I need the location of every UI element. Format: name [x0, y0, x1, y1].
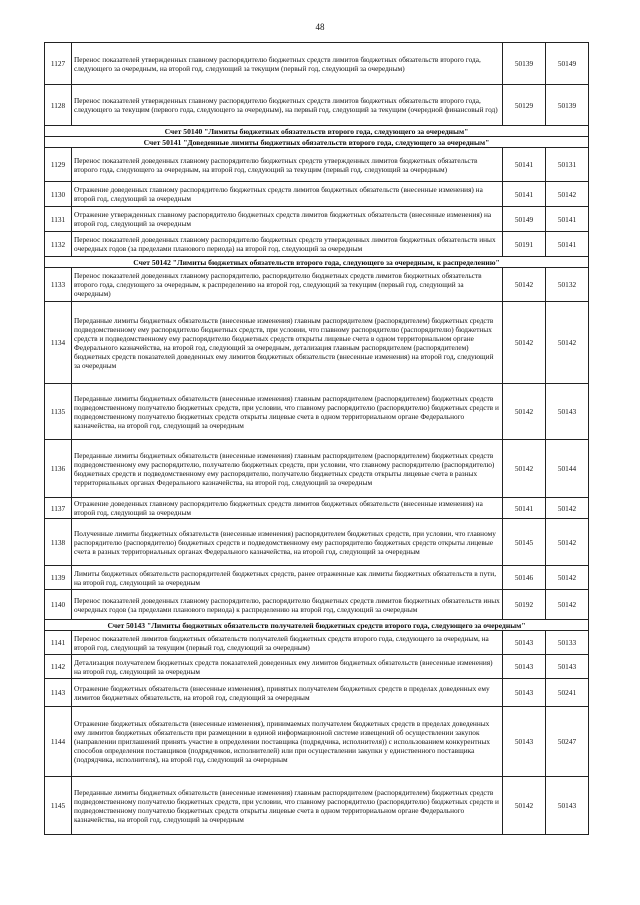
- entry-row: [45, 440, 589, 498]
- entry-description: Перенос показателей доведенных главному распорядителю, распорядителю бюджетных средств лимитов бюджетных обязательств второго года, следующего за очередным, к распределению на второй год, следующий за текущим (первый год, следующий за очередным): [72, 268, 503, 302]
- credit-account: 50133: [546, 631, 589, 655]
- debit-account: 50192: [503, 590, 546, 620]
- credit-account: 50142: [546, 182, 589, 207]
- entry-row: [45, 679, 589, 707]
- entry-description: Перенос показателей утвержденных главному распорядителю бюджетных средств лимитов бюджетных обязательств второго года, следующего за текущим (первого года, следующего за очередным), на первый год, следующий за текущим (очередной финансовый год): [72, 85, 503, 126]
- entry-description: Отражение утвержденных главному распорядителю бюджетных средств лимитов бюджетных обязательств (внесенные изменения) на второй год, следующий за очередным: [72, 207, 503, 232]
- entry-description: Перенос показателей доведенных главному распорядителю, распорядителю бюджетных средств лимитов бюджетных обязательств иных очередных годов (за пределами планового периода) к распределению на второй год, следующий за очередным: [72, 590, 503, 620]
- debit-account: 50191: [503, 232, 546, 257]
- entry-number: 1128: [45, 85, 72, 126]
- entry-number: 1138: [45, 519, 72, 566]
- credit-account: 50143: [546, 384, 589, 440]
- debit-account: 50143: [503, 707, 546, 777]
- credit-account: 50144: [546, 440, 589, 498]
- entry-row: [45, 777, 589, 835]
- credit-account: 50141: [546, 207, 589, 232]
- entry-row: [45, 207, 589, 232]
- entry-number: 1137: [45, 498, 72, 519]
- entry-number: 1143: [45, 679, 72, 707]
- section-header-row: [45, 620, 589, 631]
- entry-row: [45, 566, 589, 590]
- section-title: Счет 50142 "Лимиты бюджетных обязательств второго года, следующего за очередным, к распределению": [45, 257, 589, 268]
- entry-number: 1145: [45, 777, 72, 835]
- debit-account: 50145: [503, 519, 546, 566]
- entry-description: Переданные лимиты бюджетных обязательств (внесенные изменения) главным распорядителем (распорядителем) бюджетных средств подведомственному получателю бюджетных средств, при условии, что главному распорядителю (распорядителю) бюджетных средств и подведомственному получателю бюджетных средств открыты лицевые счета в одном территориальном органе Федерального казначейства, на второй год, следующий за очередным: [72, 777, 503, 835]
- entry-number: 1132: [45, 232, 72, 257]
- credit-account: 50142: [546, 519, 589, 566]
- entry-row: [45, 384, 589, 440]
- debit-account: 50142: [503, 268, 546, 302]
- entry-row: [45, 232, 589, 257]
- credit-account: 50131: [546, 148, 589, 182]
- credit-account: 50143: [546, 777, 589, 835]
- credit-account: 50149: [546, 43, 589, 85]
- entry-row: [45, 268, 589, 302]
- debit-account: 50143: [503, 655, 546, 679]
- entry-description: Отражение доведенных главному распорядителю бюджетных средств лимитов бюджетных обязательств (внесенные изменения) на второй год, следующий за очередным: [72, 182, 503, 207]
- entry-number: 1140: [45, 590, 72, 620]
- debit-account: 50142: [503, 777, 546, 835]
- entry-number: 1136: [45, 440, 72, 498]
- section-header-row: [45, 126, 589, 137]
- entry-number: 1129: [45, 148, 72, 182]
- ledger-body: [45, 43, 589, 835]
- debit-account: 50141: [503, 148, 546, 182]
- entry-description: Отражение доведенных главному распорядителю бюджетных средств лимитов бюджетных обязательств (внесенные изменения) на второй год, следующий за очередным: [72, 498, 503, 519]
- credit-account: 50142: [546, 590, 589, 620]
- entry-description: Переданные лимиты бюджетных обязательств (внесенные изменения) главным распорядителем (распорядителем) бюджетных средств подведомственному ему распорядителю, получателю бюджетных средств, при условии, что главному распорядителю (распорядителю) бюджетных средств и подведомственному ему распорядителю, получателю бюджетных средств открыты лицевые счета в разных территориальных органах Федерального казначейства, на второй год, следующий за очередным: [72, 440, 503, 498]
- section-header-row: [45, 137, 589, 148]
- debit-account: 50141: [503, 182, 546, 207]
- debit-account: 50142: [503, 384, 546, 440]
- debit-account: 50146: [503, 566, 546, 590]
- entry-number: 1144: [45, 707, 72, 777]
- debit-account: 50143: [503, 631, 546, 655]
- entry-description: Отражение бюджетных обязательств (внесенные изменения), принимаемых получателем бюджетных средств в пределах доведенных ему лимитов бюджетных обязательств при размещении в единой информационной системе извещений об осуществлении закупок (направлении приглашений принять участие в определении поставщика (подрядчика, исполнителя)) с использованием конкурентных способов определения поставщиков (подрядчиков, исполнителей) или при осуществлении закупки у единственного поставщика (подрядчика, исполнителя), на второй год, следующий за очередным: [72, 707, 503, 777]
- entry-number: 1133: [45, 268, 72, 302]
- credit-account: 50247: [546, 707, 589, 777]
- entry-description: Перенос показателей утвержденных главному распорядителю бюджетных средств лимитов бюджетных обязательств второго года, следующего за очередным, на второй год, следующий за текущим (первый год, следующий за очередным): [72, 43, 503, 85]
- entry-number: 1135: [45, 384, 72, 440]
- credit-account: 50142: [546, 302, 589, 384]
- page-number: 48: [315, 22, 325, 32]
- entry-description: Детализация получателем бюджетных средств показателей доведенных ему лимитов бюджетных обязательств (внесенные изменения) на второй год, следующий за очередным: [72, 655, 503, 679]
- debit-account: 50141: [503, 498, 546, 519]
- entry-description: Перенос показателей лимитов бюджетных обязательств получателей бюджетных средств второго года, следующего за очередным, на второй год, следующий за текущим (первый год, следующий за очередным): [72, 631, 503, 655]
- credit-account: 50132: [546, 268, 589, 302]
- credit-account: 50241: [546, 679, 589, 707]
- credit-account: 50143: [546, 655, 589, 679]
- entry-row: [45, 655, 589, 679]
- entry-number: 1127: [45, 43, 72, 85]
- entry-row: [45, 148, 589, 182]
- debit-account: 50142: [503, 440, 546, 498]
- debit-account: 50129: [503, 85, 546, 126]
- debit-account: 50142: [503, 302, 546, 384]
- credit-account: 50142: [546, 566, 589, 590]
- entry-description: Отражение бюджетных обязательств (внесенные изменения), принятых получателем бюджетных средств в пределах доведенных ему лимитов бюджетных обязательств, на второй год, следующий за очередным: [72, 679, 503, 707]
- section-title: Счет 50140 "Лимиты бюджетных обязательств второго года, следующего за очередным": [45, 126, 589, 137]
- entry-description: Лимиты бюджетных обязательств распорядителей бюджетных средств, ранее отраженные как лимиты бюджетных обязательств в пути, на второй год, следующий за очередным: [72, 566, 503, 590]
- section-header-row: [45, 257, 589, 268]
- ledger-table: [44, 42, 589, 835]
- debit-account: 50149: [503, 207, 546, 232]
- section-title: Счет 50143 "Лимиты бюджетных обязательств получателей бюджетных средств второго года, следующего за очередным": [45, 620, 589, 631]
- entry-row: [45, 631, 589, 655]
- entry-number: 1141: [45, 631, 72, 655]
- credit-account: 50139: [546, 85, 589, 126]
- entry-description: Переданные лимиты бюджетных обязательств (внесенные изменения) главным распорядителем (распорядителем) бюджетных средств подведомственному получателю бюджетных средств, при условии, что главному распорядителю (распорядителю) бюджетных средств и подведомственному получателю бюджетных средств открыты лицевые счета в одном территориальном органе Федерального казначейства, на второй год, следующий за очередным: [72, 384, 503, 440]
- entry-number: 1139: [45, 566, 72, 590]
- entry-row: [45, 85, 589, 126]
- entry-row: [45, 43, 589, 85]
- entry-description: Переданные лимиты бюджетных обязательств (внесенные изменения) главным распорядителем (распорядителем) бюджетных средств подведомственному ему распорядителю бюджетных средств, при условии, что главному распорядителю (распорядителю) бюджетных средств и подведомственному ему распорядителю бюджетных средств открыты лицевые счета в одном территориальном органе Федерального казначейства, на второй год, следующий за очередным, детализация главным распорядителем (распорядителем) бюджетных средств показателей доведенных ему лимитов бюджетных обязательств (внесенные изменения) на второй год, следующий за очередным: [72, 302, 503, 384]
- credit-account: 50142: [546, 498, 589, 519]
- credit-account: 50141: [546, 232, 589, 257]
- debit-account: 50139: [503, 43, 546, 85]
- entry-row: [45, 498, 589, 519]
- entry-row: [45, 302, 589, 384]
- entry-number: 1142: [45, 655, 72, 679]
- entry-number: 1134: [45, 302, 72, 384]
- entry-row: [45, 590, 589, 620]
- section-title: Счет 50141 "Доведенные лимиты бюджетных обязательств второго года, следующего за очередным": [45, 137, 589, 148]
- entry-description: Перенос показателей доведенных главному распорядителю бюджетных средств утвержденных лимитов бюджетных обязательств иных очередных годов (за пределами планового периода) на второй год, следующий за очередным: [72, 232, 503, 257]
- entry-number: 1131: [45, 207, 72, 232]
- entry-row: [45, 519, 589, 566]
- entry-number: 1130: [45, 182, 72, 207]
- entry-description: Перенос показателей доведенных главному распорядителю бюджетных средств утвержденных лимитов бюджетных обязательств второго года, следующего за очередным, на второй год, следующий за текущим (первый год, следующий за очередным): [72, 148, 503, 182]
- entry-description: Полученные лимиты бюджетных обязательств (внесенные изменения) распорядителем бюджетных средств, при условии, что главному распорядителю (распорядителю) бюджетных средств и подведомственному ему распорядителю бюджетных средств открыты лицевые счета в разных территориальных органах Федерального казначейства, на второй год, следующий за очередным: [72, 519, 503, 566]
- entry-row: [45, 182, 589, 207]
- debit-account: 50143: [503, 679, 546, 707]
- entry-row: [45, 707, 589, 777]
